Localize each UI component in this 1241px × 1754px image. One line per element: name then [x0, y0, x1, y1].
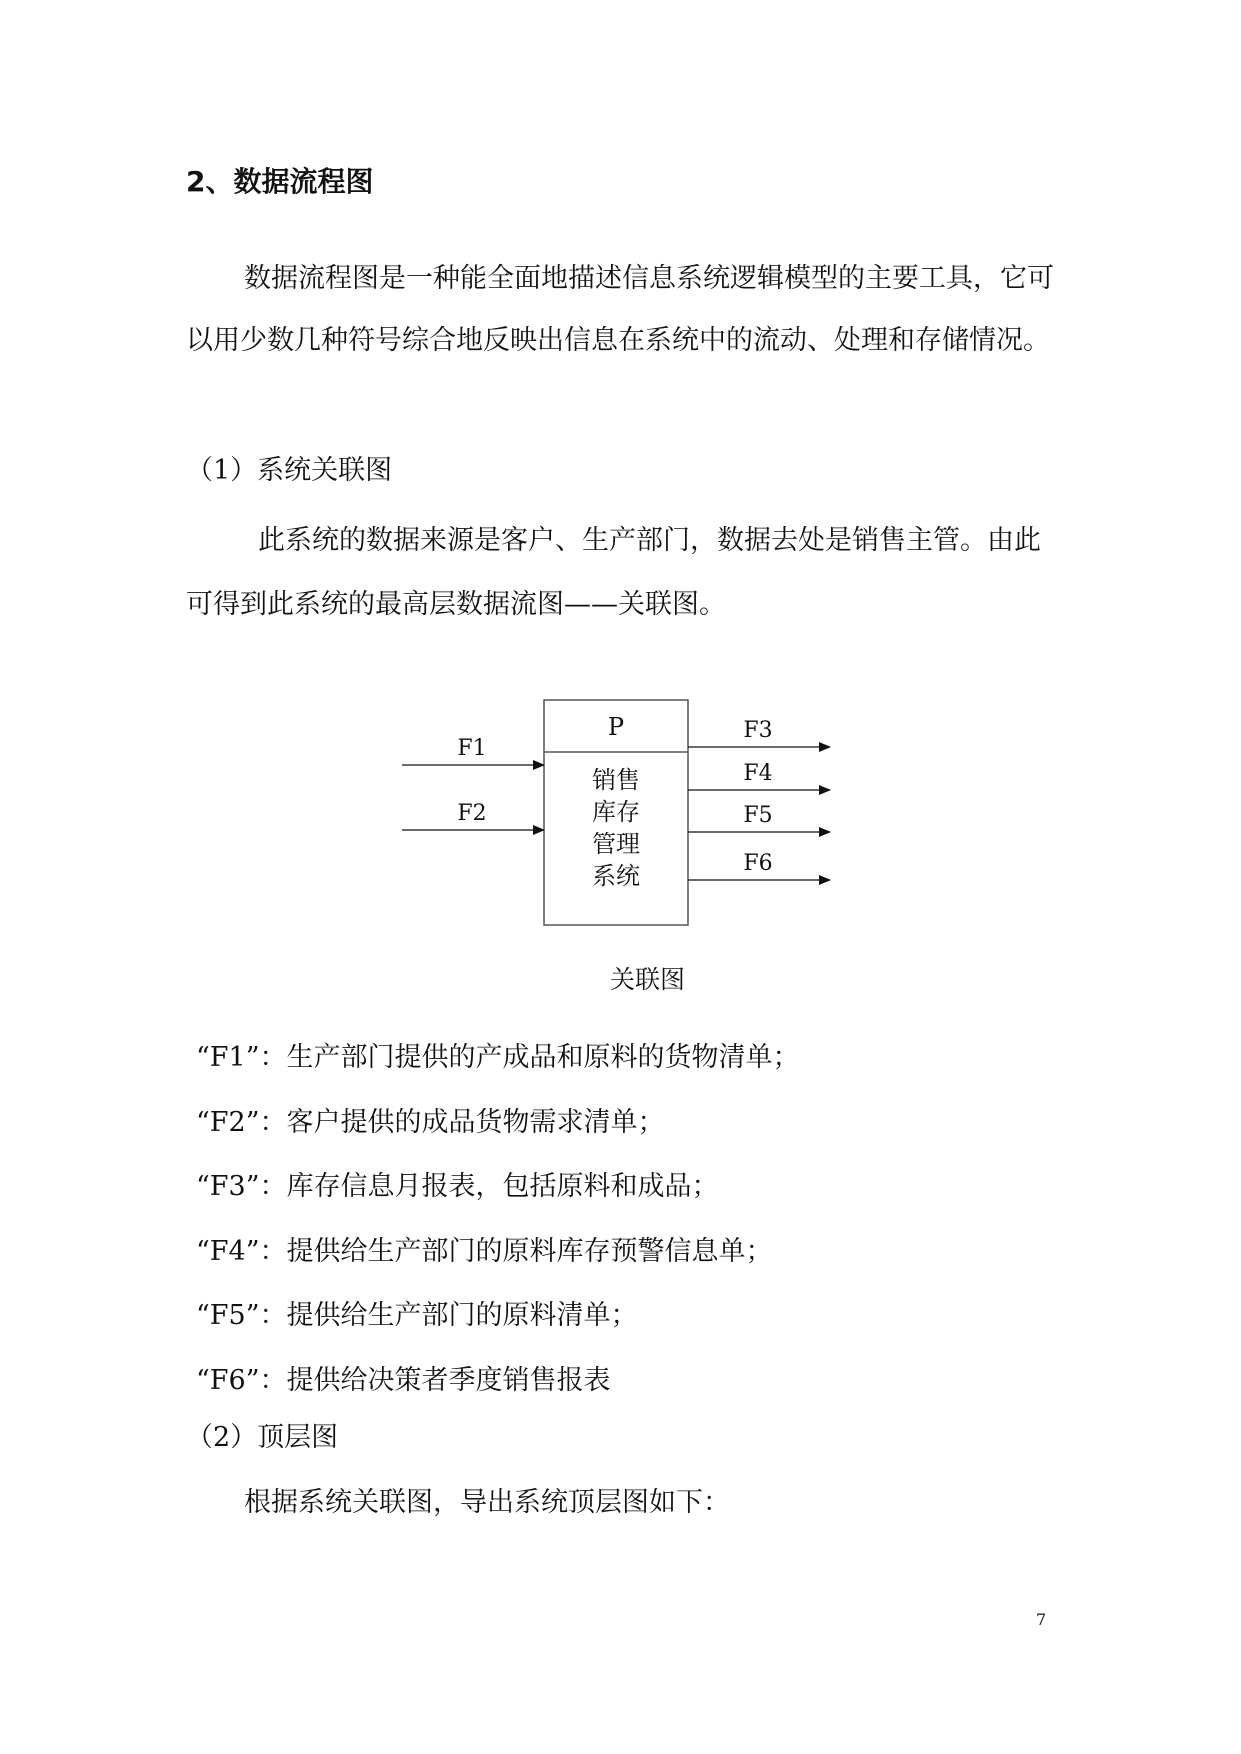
process-name-line: 销售: [592, 766, 640, 794]
section2-paragraph: 根据系统关联图，导出系统顶层图如下：: [244, 1487, 730, 1518]
process-name-line: 管理: [592, 830, 640, 858]
section1-title: （1）系统关联图: [186, 455, 393, 486]
section1-paragraph: [186, 509, 1066, 637]
output-label-f4: F4: [743, 761, 773, 786]
output-label-f5: F5: [743, 803, 773, 828]
context-diagram: [394, 695, 854, 935]
diagram-caption: 关联图: [610, 965, 686, 994]
flow-definition-item: “F4”：提供给生产部门的原料库存预警信息单；: [196, 1235, 773, 1267]
flow-definition-item: “F5”：提供给生产部门的原料清单；: [196, 1300, 638, 1331]
page-number: 7: [1036, 1610, 1047, 1629]
output-label-f6: F6: [743, 851, 773, 876]
flow-definition-item: “F1”：生产部门提供的产成品和原料的货物清单；: [196, 1042, 800, 1073]
flow-definition-item: “F6”：提供给决策者季度销售报表: [196, 1364, 611, 1396]
section1-paragraph-text: 此系统的数据来源是客户、生产部门，数据去处是销售主管。由此可得到此系统的最高层数据流图——关联图。: [186, 525, 1041, 620]
flow-definition-item: “F3”：库存信息月报表，包括原料和成品；: [196, 1171, 719, 1202]
input-label-f2: F2: [457, 801, 487, 826]
input-label-f1: F1: [457, 736, 487, 761]
flow-definition-item: “F2”：客户提供的成品货物需求清单；: [196, 1106, 665, 1138]
process-name-line: 库存: [592, 798, 640, 826]
flow-definitions: [196, 1026, 800, 1413]
process-id: P: [607, 713, 625, 741]
intro-paragraph-text: 数据流程图是一种能全面地描述信息系统逻辑模型的主要工具，它可以用少数几种符号综合地反映出信息在系统中的流动、处理和存储情况。: [186, 263, 1054, 356]
output-label-f3: F3: [743, 718, 773, 743]
intro-paragraph: [186, 248, 1066, 372]
process-name-line: 系统: [592, 862, 640, 890]
section-heading: 2、数据流程图: [186, 165, 374, 198]
section2-title: （2）顶层图: [186, 1422, 339, 1453]
